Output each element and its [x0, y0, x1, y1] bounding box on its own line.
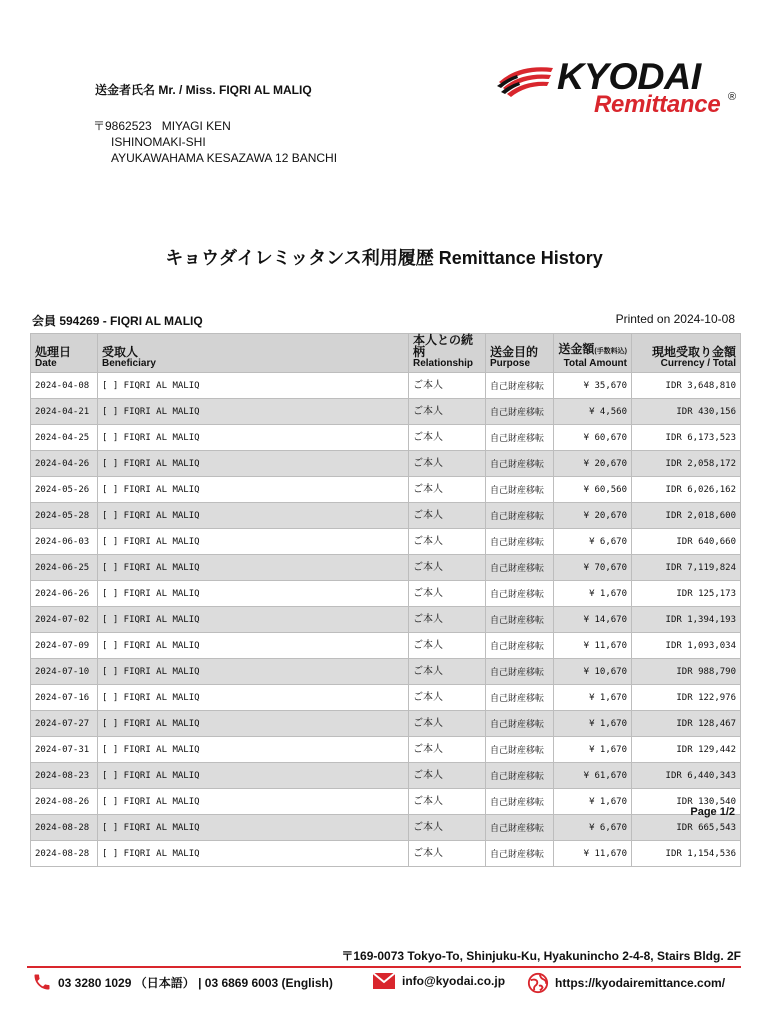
table-row: [31, 763, 741, 789]
cell-beneficiary: [ ] FIQRI AL MALIQ: [98, 581, 409, 607]
cell-beneficiary: [ ] FIQRI AL MALIQ: [98, 529, 409, 555]
table-row: [31, 711, 741, 737]
cell-relationship: ご本人: [409, 659, 486, 685]
cell-relationship: ご本人: [409, 815, 486, 841]
table-row: [31, 451, 741, 477]
cell-purpose: 自己財産移転: [486, 815, 554, 841]
address-line-2: ISHINOMAKI-SHI: [111, 135, 206, 149]
table-header: [31, 334, 741, 373]
cell-purpose: 自己財産移転: [486, 451, 554, 477]
header-date-jp: 処理日: [35, 345, 72, 359]
footer-website-text[interactable]: https://kyodairemittance.com/: [555, 976, 726, 990]
cell-total-amount: ¥ 1,670: [554, 711, 632, 737]
cell-relationship: ご本人: [409, 841, 486, 867]
globe-icon: [527, 972, 549, 994]
cell-purpose: 自己財産移転: [486, 763, 554, 789]
cell-total-amount: ¥ 14,670: [554, 607, 632, 633]
table-row: [31, 685, 741, 711]
cell-date: 2024-07-27: [31, 711, 98, 737]
logo-stripes-icon: [497, 62, 555, 98]
cell-date: 2024-07-09: [31, 633, 98, 659]
cell-date: 2024-04-21: [31, 399, 98, 425]
header-date: [31, 334, 98, 373]
cell-local-amount: IDR 2,018,600: [632, 503, 741, 529]
cell-local-amount: IDR 665,543: [632, 815, 741, 841]
table-row: [31, 633, 741, 659]
cell-purpose: 自己財産移転: [486, 685, 554, 711]
cell-total-amount: ¥ 20,670: [554, 503, 632, 529]
cell-relationship: ご本人: [409, 763, 486, 789]
cell-local-amount: IDR 640,660: [632, 529, 741, 555]
cell-total-amount: ¥ 4,560: [554, 399, 632, 425]
remittance-history-table: [30, 333, 741, 867]
cell-relationship: ご本人: [409, 737, 486, 763]
cell-purpose: 自己財産移転: [486, 711, 554, 737]
cell-total-amount: ¥ 1,670: [554, 789, 632, 815]
cell-beneficiary: [ ] FIQRI AL MALIQ: [98, 425, 409, 451]
cell-relationship: ご本人: [409, 711, 486, 737]
table-row: [31, 399, 741, 425]
header-purpose-jp: 送金目的: [490, 345, 539, 359]
cell-purpose: 自己財産移転: [486, 581, 554, 607]
footer-email[interactable]: [372, 972, 505, 990]
kyodai-logo: [497, 58, 747, 120]
cell-beneficiary: [ ] FIQRI AL MALIQ: [98, 399, 409, 425]
cell-date: 2024-08-26: [31, 789, 98, 815]
cell-relationship: ご本人: [409, 685, 486, 711]
header-total-jp: 送金額: [558, 342, 595, 356]
cell-total-amount: ¥ 10,670: [554, 659, 632, 685]
table-row: [31, 789, 741, 815]
cell-local-amount: IDR 6,173,523: [632, 425, 741, 451]
cell-relationship: ご本人: [409, 581, 486, 607]
header-beneficiary: [98, 334, 409, 373]
table-row: [31, 373, 741, 399]
cell-beneficiary: [ ] FIQRI AL MALIQ: [98, 633, 409, 659]
cell-purpose: 自己財産移転: [486, 373, 554, 399]
cell-local-amount: IDR 2,058,172: [632, 451, 741, 477]
cell-beneficiary: [ ] FIQRI AL MALIQ: [98, 763, 409, 789]
footer-phone-text: 03 3280 1029 （日本語） | 03 6869 6003 (English): [58, 975, 333, 990]
cell-purpose: 自己財産移転: [486, 399, 554, 425]
footer-email-text[interactable]: info@kyodai.co.jp: [402, 974, 506, 988]
cell-total-amount: ¥ 61,670: [554, 763, 632, 789]
cell-local-amount: IDR 7,119,824: [632, 555, 741, 581]
table-row: [31, 555, 741, 581]
cell-total-amount: ¥ 1,670: [554, 685, 632, 711]
cell-purpose: 自己財産移転: [486, 789, 554, 815]
printed-date: Printed on 2024-10-08: [615, 312, 735, 326]
cell-relationship: ご本人: [409, 373, 486, 399]
cell-beneficiary: [ ] FIQRI AL MALIQ: [98, 659, 409, 685]
footer-contacts: [32, 972, 752, 996]
cell-total-amount: ¥ 35,670: [554, 373, 632, 399]
cell-date: 2024-04-26: [31, 451, 98, 477]
member-info: 会員 594269 - FIQRI AL MALIQ: [32, 314, 203, 328]
header-relationship: [409, 334, 486, 373]
table-row: [31, 425, 741, 451]
cell-beneficiary: [ ] FIQRI AL MALIQ: [98, 789, 409, 815]
cell-beneficiary: [ ] FIQRI AL MALIQ: [98, 841, 409, 867]
cell-beneficiary: [ ] FIQRI AL MALIQ: [98, 815, 409, 841]
cell-local-amount: IDR 1,093,034: [632, 633, 741, 659]
cell-beneficiary: [ ] FIQRI AL MALIQ: [98, 737, 409, 763]
table-row: [31, 659, 741, 685]
header-purpose-en: Purpose: [490, 358, 531, 369]
recipient-address: [93, 118, 337, 166]
cell-total-amount: ¥ 11,670: [554, 841, 632, 867]
header-total-amount: [554, 334, 632, 373]
cell-purpose: 自己財産移転: [486, 425, 554, 451]
cell-total-amount: ¥ 60,670: [554, 425, 632, 451]
cell-beneficiary: [ ] FIQRI AL MALIQ: [98, 711, 409, 737]
header-local-jp: 現地受取り金額: [651, 345, 736, 359]
cell-purpose: 自己財産移転: [486, 737, 554, 763]
header-local-amount: [632, 334, 741, 373]
cell-relationship: ご本人: [409, 529, 486, 555]
mail-icon: [372, 972, 396, 990]
footer-divider: [27, 966, 741, 968]
cell-total-amount: ¥ 70,670: [554, 555, 632, 581]
cell-relationship: ご本人: [409, 633, 486, 659]
cell-date: 2024-06-25: [31, 555, 98, 581]
cell-local-amount: IDR 6,440,343: [632, 763, 741, 789]
cell-date: 2024-08-28: [31, 815, 98, 841]
cell-date: 2024-06-26: [31, 581, 98, 607]
cell-total-amount: ¥ 20,670: [554, 451, 632, 477]
cell-purpose: 自己財産移転: [486, 477, 554, 503]
cell-purpose: 自己財産移転: [486, 503, 554, 529]
header-relationship-jp: 本人との続柄: [413, 333, 474, 359]
table-row: [31, 841, 741, 867]
header-relationship-en: Relationship: [413, 358, 474, 369]
footer-phone: [32, 972, 333, 992]
postal-line: 〒9862523 MIYAGI KEN: [93, 119, 231, 133]
cell-purpose: 自己財産移転: [486, 841, 554, 867]
cell-relationship: ご本人: [409, 607, 486, 633]
cell-date: 2024-04-08: [31, 373, 98, 399]
cell-date: 2024-08-23: [31, 763, 98, 789]
cell-local-amount: IDR 430,156: [632, 399, 741, 425]
cell-beneficiary: [ ] FIQRI AL MALIQ: [98, 555, 409, 581]
cell-beneficiary: [ ] FIQRI AL MALIQ: [98, 503, 409, 529]
cell-local-amount: IDR 128,467: [632, 711, 741, 737]
cell-relationship: ご本人: [409, 503, 486, 529]
header-total-en: Total Amount: [563, 358, 627, 369]
page-title: キョウダイレミッタンス利用履歴 Remittance History: [165, 248, 603, 268]
header-beneficiary-jp: 受取人: [102, 345, 139, 359]
cell-beneficiary: [ ] FIQRI AL MALIQ: [98, 373, 409, 399]
cell-beneficiary: [ ] FIQRI AL MALIQ: [98, 685, 409, 711]
cell-total-amount: ¥ 6,670: [554, 815, 632, 841]
cell-beneficiary: [ ] FIQRI AL MALIQ: [98, 477, 409, 503]
table-row: [31, 503, 741, 529]
cell-local-amount: IDR 3,648,810: [632, 373, 741, 399]
cell-relationship: ご本人: [409, 399, 486, 425]
cell-relationship: ご本人: [409, 425, 486, 451]
cell-relationship: ご本人: [409, 555, 486, 581]
cell-local-amount: IDR 129,442: [632, 737, 741, 763]
address-line-3: AYUKAWAHAMA KESAZAWA 12 BANCHI: [111, 151, 338, 165]
phone-icon: [32, 972, 52, 992]
logo-brand-text: KYODAI: [557, 56, 701, 97]
cell-local-amount: IDR 125,173: [632, 581, 741, 607]
header-local-en: Currency / Total: [660, 358, 736, 369]
table-row: [31, 581, 741, 607]
table-row: [31, 529, 741, 555]
table-row: [31, 607, 741, 633]
cell-purpose: 自己財産移転: [486, 633, 554, 659]
cell-total-amount: ¥ 60,560: [554, 477, 632, 503]
cell-purpose: 自己財産移転: [486, 659, 554, 685]
cell-local-amount: IDR 1,394,193: [632, 607, 741, 633]
header-date-en: Date: [35, 358, 57, 369]
cell-beneficiary: [ ] FIQRI AL MALIQ: [98, 451, 409, 477]
cell-date: 2024-05-28: [31, 503, 98, 529]
logo-sub-text: Remittance: [594, 91, 721, 118]
cell-relationship: ご本人: [409, 451, 486, 477]
cell-total-amount: ¥ 1,670: [554, 581, 632, 607]
table-row: [31, 477, 741, 503]
table-body: [31, 373, 741, 867]
header-purpose: [486, 334, 554, 373]
cell-purpose: 自己財産移転: [486, 555, 554, 581]
header-total-jp-small: (手数料込): [594, 348, 627, 355]
cell-total-amount: ¥ 11,670: [554, 633, 632, 659]
cell-date: 2024-05-26: [31, 477, 98, 503]
cell-date: 2024-08-28: [31, 841, 98, 867]
cell-purpose: 自己財産移転: [486, 529, 554, 555]
cell-local-amount: IDR 122,976: [632, 685, 741, 711]
cell-local-amount: IDR 1,154,536: [632, 841, 741, 867]
cell-date: 2024-07-16: [31, 685, 98, 711]
cell-date: 2024-04-25: [31, 425, 98, 451]
cell-local-amount: IDR 130,540: [632, 789, 741, 815]
cell-total-amount: ¥ 1,670: [554, 737, 632, 763]
cell-date: 2024-07-31: [31, 737, 98, 763]
cell-total-amount: ¥ 6,670: [554, 529, 632, 555]
cell-local-amount: IDR 6,026,162: [632, 477, 741, 503]
cell-beneficiary: [ ] FIQRI AL MALIQ: [98, 607, 409, 633]
footer-website[interactable]: [527, 972, 725, 994]
sender-name: 送金者氏名 Mr. / Miss. FIQRI AL MALIQ: [95, 83, 312, 97]
header-beneficiary-en: Beneficiary: [102, 358, 156, 369]
cell-relationship: ご本人: [409, 477, 486, 503]
cell-local-amount: IDR 988,790: [632, 659, 741, 685]
logo-registered-mark: ®: [728, 91, 737, 103]
table-row: [31, 815, 741, 841]
cell-date: 2024-06-03: [31, 529, 98, 555]
page-indicator: Page 1/2: [690, 806, 735, 818]
cell-date: 2024-07-10: [31, 659, 98, 685]
cell-relationship: ご本人: [409, 789, 486, 815]
footer-address: 〒169-0073 Tokyo-To, Shinjuku-Ku, Hyakunincho 2-4-8, Stairs Bldg. 2F: [341, 949, 741, 963]
cell-purpose: 自己財産移転: [486, 607, 554, 633]
table-row: [31, 737, 741, 763]
cell-date: 2024-07-02: [31, 607, 98, 633]
